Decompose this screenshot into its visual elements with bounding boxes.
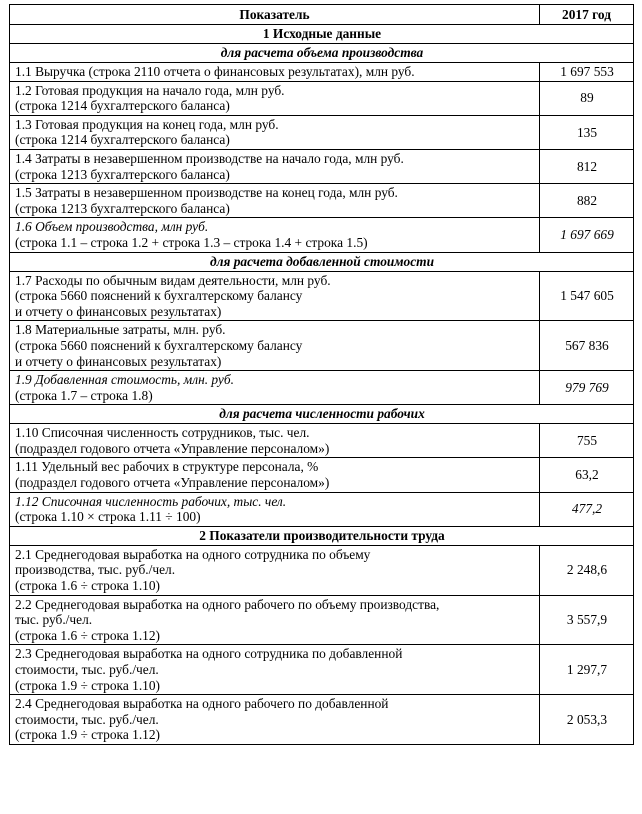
description-line: 1.10 Списочная численность сотрудников, тыс. чел. [15,425,310,441]
indicator-value: 1 697 669 [540,218,634,252]
indicator-description [10,115,540,149]
description-line: производства, тыс. руб./чел. [15,562,176,578]
indicator-value: 2 053,3 [540,695,634,745]
indicator-description [10,321,540,371]
indicator-row [10,595,634,645]
productivity-table [9,4,634,745]
subsection-heading: для расчета численности рабочих [10,405,634,424]
subsection-heading-row [10,252,634,271]
indicator-description [10,271,540,321]
description-line: 1.6 Объем производства, млн руб. [15,219,209,235]
indicator-description [10,695,540,745]
indicator-description [10,218,540,252]
indicator-description [10,371,540,405]
indicator-row [10,81,634,115]
description-line: 2.4 Среднегодовая выработка на одного рабочего по добавленной [15,696,389,712]
section-heading: 2 Показатели производительности труда [10,526,634,545]
indicator-value: 882 [540,184,634,218]
indicator-row [10,184,634,218]
description-line: (строка 1.10 × строка 1.11 ÷ 100) [15,509,201,525]
description-line: (строка 5660 пояснений к бухгалтерскому балансу [15,288,303,304]
description-line: 1.9 Добавленная стоимость, млн. руб. [15,372,234,388]
description-line: (строка 1213 бухгалтерского баланса) [15,200,230,216]
description-line: (строка 1.7 – строка 1.8) [15,387,153,403]
description-line: 1.7 Расходы по обычным видам деятельности, млн руб. [15,272,331,288]
indicator-row [10,645,634,695]
description-line: 1.4 Затраты в незавершенном производстве на начало года, млн руб. [15,150,404,166]
indicator-row [10,149,634,183]
subsection-heading-row [10,44,634,63]
indicator-description [10,149,540,183]
header-year: 2017 год [540,5,634,25]
indicator-description [10,81,540,115]
description-line: (строка 1.9 ÷ строка 1.10) [15,677,161,693]
section-heading-row [10,25,634,44]
indicator-row [10,63,634,82]
subsection-heading: для расчета добавленной стоимости [10,252,634,271]
indicator-value: 3 557,9 [540,595,634,645]
description-line: (строка 1213 бухгалтерского баланса) [15,166,230,182]
table-header-row [10,5,634,25]
description-line: 2.1 Среднегодовая выработка на одного сотрудника по объему [15,546,371,562]
description-line: (строка 1.6 ÷ строка 1.12) [15,627,161,643]
indicator-row [10,271,634,321]
indicator-row [10,545,634,595]
section-heading: 1 Исходные данные [10,25,634,44]
indicator-value: 89 [540,81,634,115]
indicator-description [10,645,540,695]
derived-indicator-row [10,218,634,252]
description-line: (строка 1.9 ÷ строка 1.12) [15,727,161,743]
indicator-value: 2 248,6 [540,545,634,595]
indicator-description [10,63,540,82]
description-line: и отчету о финансовых результатах) [15,353,222,369]
table-body [10,25,634,745]
indicator-value: 567 836 [540,321,634,371]
indicator-description [10,492,540,526]
description-line: 1.12 Списочная численность рабочих, тыс. чел. [15,493,287,509]
description-line: 1.5 Затраты в незавершенном производстве на конец года, млн руб. [15,185,398,201]
indicator-description [10,424,540,458]
indicator-row [10,695,634,745]
description-line: стоимости, тыс. руб./чел. [15,662,159,677]
header-indicator: Показатель [10,5,540,25]
description-line: 2.2 Среднегодовая выработка на одного рабочего по объему производства, [15,596,440,612]
indicator-row [10,424,634,458]
indicator-value: 477,2 [540,492,634,526]
description-line: 1.11 Удельный вес рабочих в структуре персонала, % [15,459,319,475]
derived-indicator-row [10,492,634,526]
description-line: (строка 1214 бухгалтерского баланса) [15,98,230,114]
indicator-value: 63,2 [540,458,634,492]
indicator-row [10,458,634,492]
subsection-heading: для расчета объема производства [10,44,634,63]
indicator-value: 135 [540,115,634,149]
description-line: 2.3 Среднегодовая выработка на одного сотрудника по добавленной [15,646,403,662]
description-line: 1.8 Материальные затраты, млн. руб. [15,322,226,338]
subsection-heading-row [10,405,634,424]
description-line: (подраздел годового отчета «Управление персоналом») [15,440,330,456]
description-line: (строка 1214 бухгалтерского баланса) [15,132,230,148]
indicator-row [10,115,634,149]
indicator-value: 1 697 553 [540,63,634,82]
indicator-value: 1 297,7 [540,645,634,695]
indicator-description [10,184,540,218]
derived-indicator-row [10,371,634,405]
description-line: стоимости, тыс. руб./чел. [15,711,159,727]
indicator-row [10,321,634,371]
indicator-description [10,458,540,492]
section-heading-row [10,526,634,545]
description-line: (строка 5660 пояснений к бухгалтерскому балансу [15,337,303,353]
description-line: тыс. руб./чел. [15,612,93,628]
description-line: (строка 1.6 ÷ строка 1.10) [15,578,161,594]
description-line: 1.3 Готовая продукция на конец года, млн руб. [15,116,279,132]
description-line: 1.1 Выручка (строка 2110 отчета о финансовых результатах), млн руб. [15,64,415,79]
indicator-value: 755 [540,424,634,458]
indicator-value: 812 [540,149,634,183]
description-line: и отчету о финансовых результатах) [15,303,222,319]
indicator-description [10,545,540,595]
description-line: (подраздел годового отчета «Управление персоналом») [15,475,330,491]
indicator-value: 1 547 605 [540,271,634,321]
indicator-description [10,595,540,645]
description-line: (строка 1.1 – строка 1.2 + строка 1.3 – строка 1.4 + строка 1.5) [15,234,368,250]
description-line: 1.2 Готовая продукция на начало года, млн руб. [15,82,285,98]
indicator-value: 979 769 [540,371,634,405]
